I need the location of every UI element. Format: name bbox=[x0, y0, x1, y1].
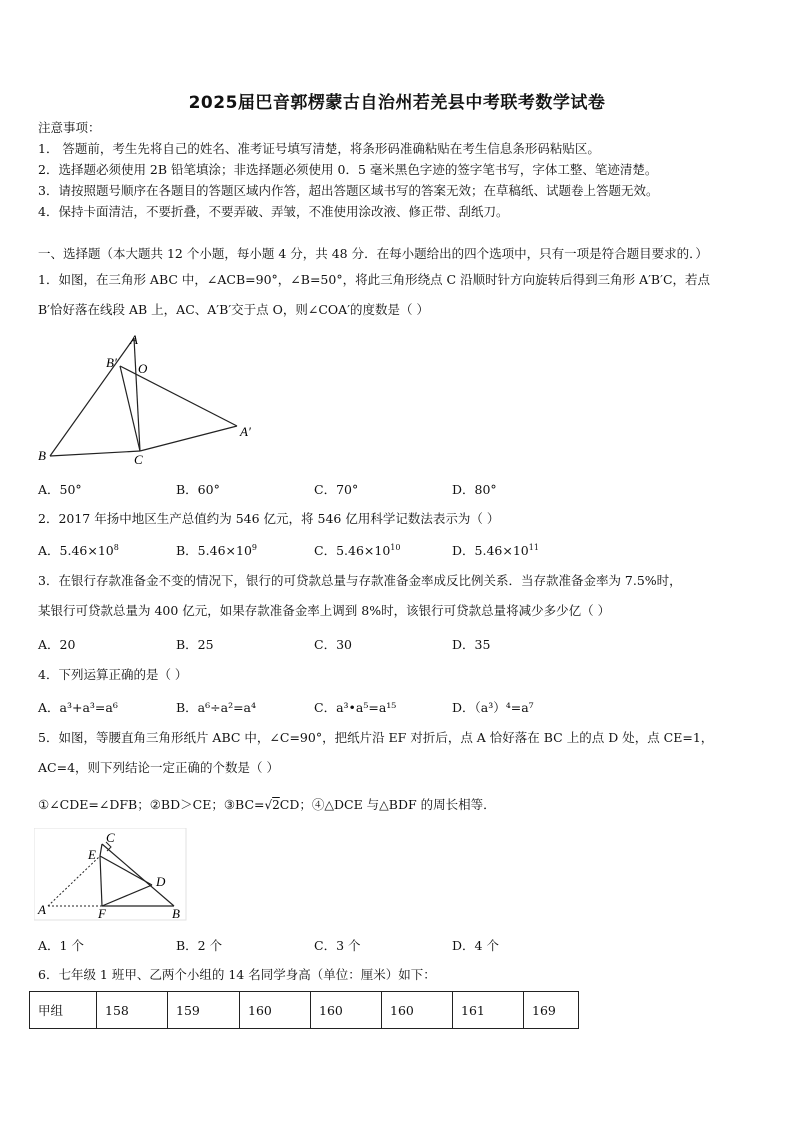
q1-label-b: B bbox=[38, 448, 46, 463]
q5-label-f: F bbox=[98, 906, 106, 921]
table-cell-group: 甲组 bbox=[30, 992, 97, 1029]
table-cell: 160 bbox=[311, 992, 382, 1029]
table-cell: 160 bbox=[382, 992, 453, 1029]
table-cell: 161 bbox=[453, 992, 524, 1029]
q2-option-c: C．$5.46\times 10^{10}$ bbox=[314, 542, 401, 558]
q1-option-b: B．60° bbox=[176, 482, 220, 497]
q4-option-c: C．a³•a⁵=a¹⁵ bbox=[314, 700, 397, 715]
q1-figure bbox=[34, 330, 274, 470]
q1-label-c: C bbox=[134, 452, 143, 467]
notice-item-1: 1． 答题前，考生先将自己的姓名、准考证号填写清楚，将条形码准确粘贴在考生信息条形码粘贴区。 bbox=[38, 141, 600, 156]
q5-option-a: A．1 个 bbox=[38, 938, 84, 953]
q1-label-b-prime: B′ bbox=[106, 355, 117, 370]
page-title: 2025届巴音郭楞蒙古自治州若羌县中考联考数学试卷 bbox=[188, 93, 606, 113]
q5-label-c: C bbox=[106, 830, 115, 845]
q5-label-e: E bbox=[88, 847, 96, 862]
q4-text: 4．下列运算正确的是（ ） bbox=[38, 667, 188, 682]
q5-label-b: B bbox=[172, 906, 180, 921]
q2-option-a: A．$5.46\times 10^8$ bbox=[38, 542, 119, 558]
q5-label-a: A bbox=[38, 902, 46, 917]
q1-option-d: D．80° bbox=[452, 482, 497, 497]
q5-text-line1: 5．如图，等腰直角三角形纸片 ABC 中，∠C=90°，把纸片沿 EF 对折后，点 A 恰好落在 BC 上的点 D 处，点 CE=1， bbox=[38, 730, 714, 745]
q5-label-d: D bbox=[156, 874, 166, 889]
q6-text: 6．七年级 1 班甲、乙两个小组的 14 名同学身高（单位：厘米）如下： bbox=[38, 967, 436, 982]
q4-option-d: D．（a³）⁴=a⁷ bbox=[452, 700, 534, 715]
section-heading: 一、选择题（本大题共 12 个小题，每小题 4 分，共 48 分．在每小题给出的四个选项中，只有一项是符合题目要求的．） bbox=[38, 246, 708, 261]
q2-text: 2．2017 年扬中地区生产总值约为 546 亿元，将 546 亿用科学记数法表示为（ ） bbox=[38, 511, 500, 526]
q3-option-a: A．20 bbox=[38, 637, 76, 652]
q5-option-d: D．4 个 bbox=[452, 938, 499, 953]
q2-option-b: B．$5.46\times 10^9$ bbox=[176, 542, 257, 558]
q6-height-table bbox=[29, 991, 579, 1029]
table-row bbox=[30, 992, 579, 1029]
q3-text-line1: 3．在银行存款准备金不变的情况下，银行的可贷款总量与存款准备金率成反比例关系．当存款准备金率为 7.5%时， bbox=[38, 573, 682, 588]
q5-conclusions: ①∠CDE=∠DFB；②BD＞CE；③BC=√2CD；④△DCE 与△BDF 的周长相等． bbox=[38, 797, 496, 812]
q4-option-b: B．a⁶÷a²=a⁴ bbox=[176, 700, 257, 715]
q1-text-line2: B′恰好落在线段 AB 上，AC、A′B′交于点 O，则∠COA′的度数是（ ） bbox=[38, 302, 430, 317]
table-cell: 160 bbox=[240, 992, 311, 1029]
q5-figure bbox=[34, 828, 194, 924]
q5-text-line2: AC=4，则下列结论一定正确的个数是（ ） bbox=[38, 760, 279, 775]
q3-text-line2: 某银行可贷款总量为 400 亿元，如果存款准备金率上调到 8%时，该银行可贷款总量将减少多少亿（ ） bbox=[38, 603, 611, 618]
table-cell: 158 bbox=[97, 992, 168, 1029]
table-cell: 169 bbox=[524, 992, 579, 1029]
q1-label-o: O bbox=[138, 361, 148, 376]
q1-label-a: A bbox=[130, 332, 138, 347]
q2-option-d: D．$5.46\times 10^{11}$ bbox=[452, 542, 539, 558]
q5-option-b: B．2 个 bbox=[176, 938, 223, 953]
notice-item-2: 2．选择题必须使用 2B 铅笔填涂；非选择题必须使用 0．5 毫米黑色字迹的签字笔书写，字体工整、笔迹清楚。 bbox=[38, 162, 658, 177]
q3-option-b: B．25 bbox=[176, 637, 214, 652]
q1-text-line1: 1．如图，在三角形 ABC 中，∠ACB=90°，∠B=50°，将此三角形绕点 C 沿顺时针方向旋转后得到三角形 A′B′C，若点 bbox=[38, 272, 711, 287]
notice-item-4: 4．保持卡面清洁，不要折叠，不要弄破、弄皱，不准使用涂改液、修正带、刮纸刀。 bbox=[38, 204, 509, 219]
q3-option-d: D．35 bbox=[452, 637, 491, 652]
q5-option-c: C．3 个 bbox=[314, 938, 361, 953]
notice-heading: 注意事项： bbox=[38, 120, 101, 135]
table-cell: 159 bbox=[168, 992, 240, 1029]
q1-option-c: C．70° bbox=[314, 482, 359, 497]
q1-label-a-prime: A′ bbox=[240, 424, 251, 439]
notice-item-3: 3．请按照题号顺序在各题目的答题区域内作答，超出答题区域书写的答案无效；在草稿纸、试题卷上答题无效。 bbox=[38, 183, 659, 198]
q1-option-a: A．50° bbox=[38, 482, 82, 497]
q3-option-c: C．30 bbox=[314, 637, 352, 652]
q4-option-a: A．a³+a³=a⁶ bbox=[38, 700, 118, 715]
